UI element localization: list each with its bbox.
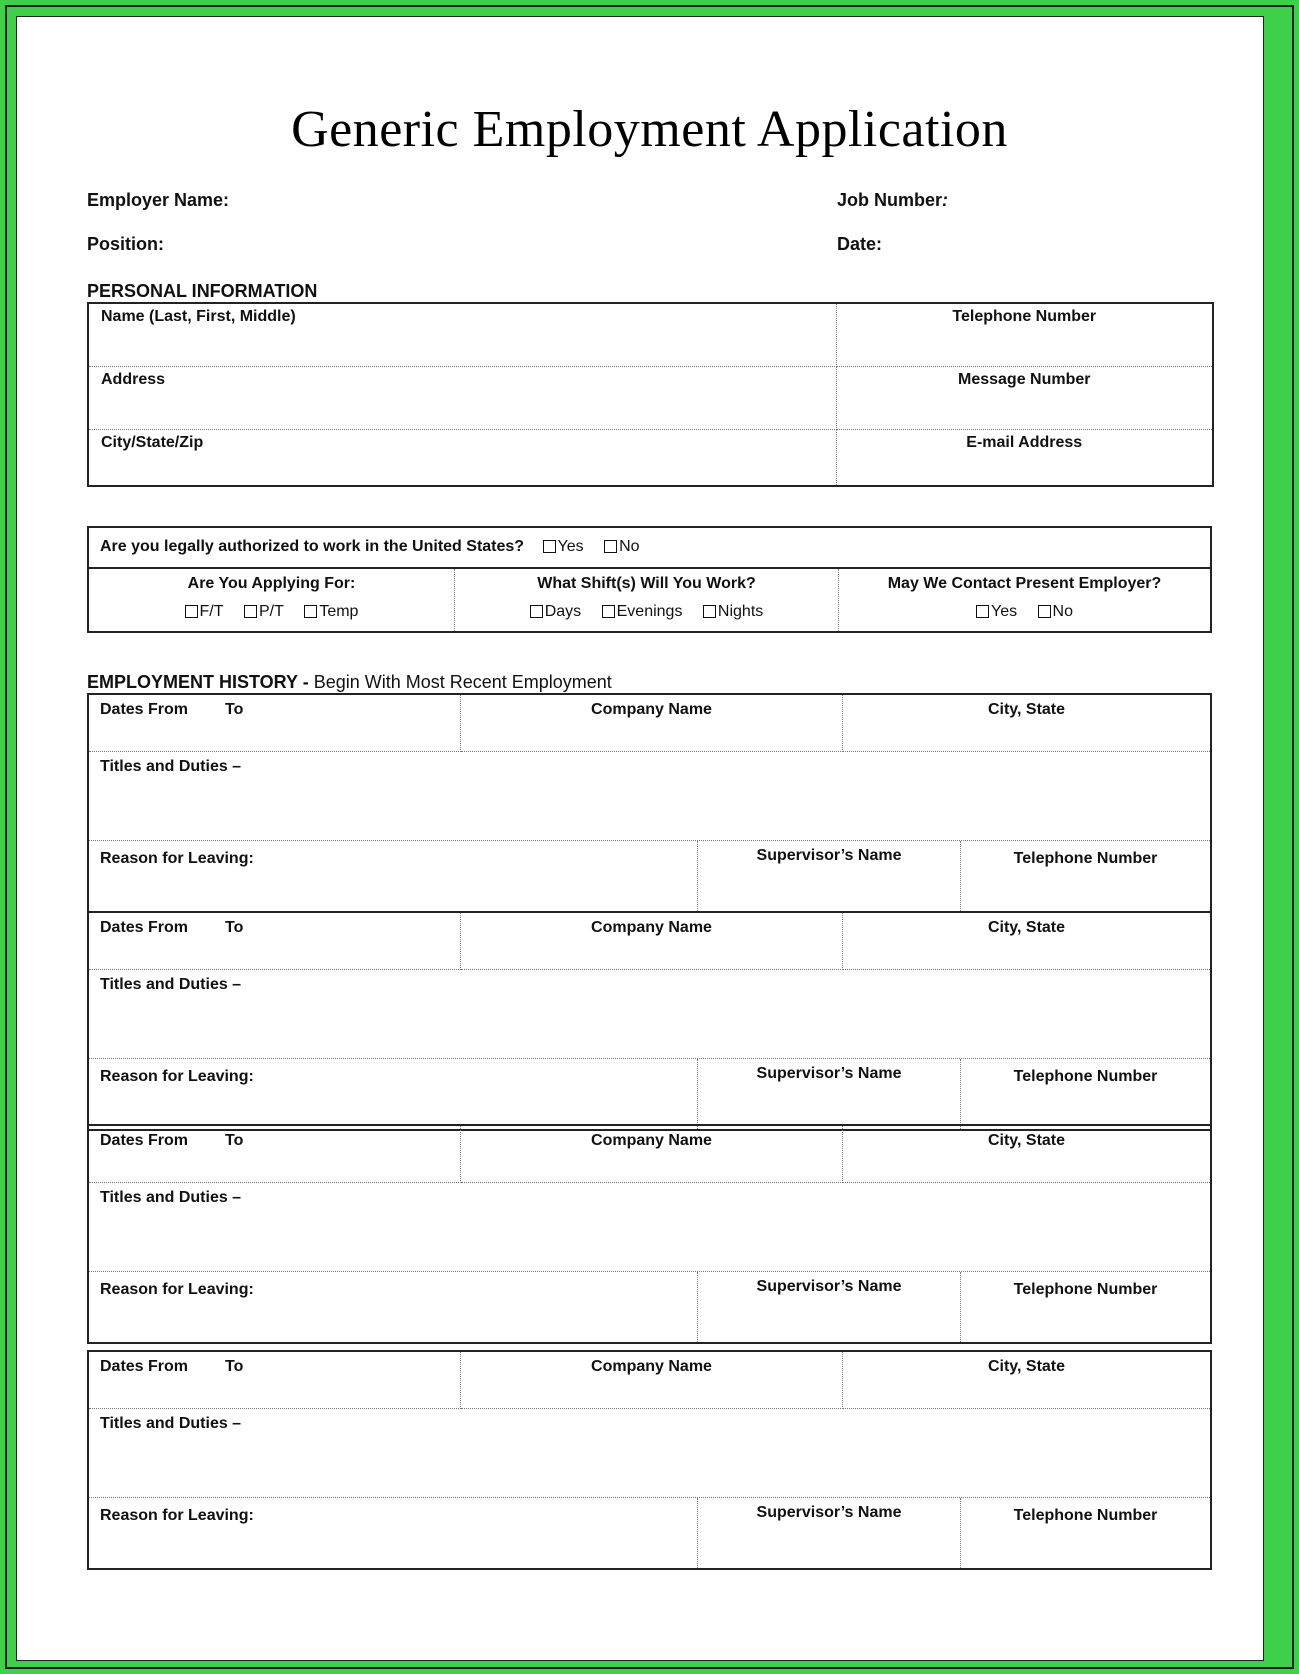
contact-employer-label: May We Contact Present Employer? xyxy=(887,575,1162,592)
supervisor-telephone-field[interactable]: Telephone Number xyxy=(1013,850,1158,867)
dates-field[interactable] xyxy=(89,1352,461,1409)
city-state-zip-field[interactable]: City/State/Zip xyxy=(88,429,836,486)
shifts-label: What Shift(s) Will You Work? xyxy=(537,575,756,592)
employment-entry xyxy=(87,1350,1212,1570)
checkbox-icon[interactable] xyxy=(304,605,317,618)
city-state-field[interactable]: City, State xyxy=(843,695,1210,752)
checkbox-icon[interactable] xyxy=(244,605,257,618)
supervisor-telephone-field[interactable]: Telephone Number xyxy=(1013,1281,1158,1298)
employer-name-label: Employer Name: xyxy=(87,190,230,210)
dates-to-label: To xyxy=(225,1358,244,1375)
auth-no-option[interactable]: No xyxy=(604,538,639,555)
dates-from-label: Dates From xyxy=(100,1132,189,1149)
dates-from-label: Dates From xyxy=(100,1358,189,1375)
dates-field[interactable] xyxy=(89,913,461,970)
telephone-field[interactable]: Telephone Number xyxy=(836,303,1213,366)
employment-history-title: EMPLOYMENT HISTORY - Begin With Most Recent Employment xyxy=(87,672,612,692)
shifts-cell xyxy=(455,569,839,631)
employment-entry xyxy=(87,911,1212,1131)
temp-option[interactable]: Temp xyxy=(304,603,358,620)
company-name-field[interactable]: Company Name xyxy=(461,1352,843,1409)
reason-leaving-field[interactable]: Reason for Leaving: xyxy=(89,1498,698,1568)
contact-yes-option[interactable]: Yes xyxy=(976,603,1017,620)
personal-info-table xyxy=(87,302,1214,487)
checkbox-icon[interactable] xyxy=(1038,605,1051,618)
dates-to-label: To xyxy=(225,919,244,936)
days-option[interactable]: Days xyxy=(530,603,581,620)
job-number-label: Job Number: xyxy=(837,190,949,210)
supervisor-telephone-field[interactable]: Telephone Number xyxy=(1013,1507,1158,1524)
supervisor-telephone-field[interactable]: Telephone Number xyxy=(1013,1068,1158,1085)
personal-info-title: PERSONAL INFORMATION xyxy=(87,281,318,301)
checkbox-icon[interactable] xyxy=(604,540,617,553)
checkbox-icon[interactable] xyxy=(976,605,989,618)
applying-for-cell xyxy=(89,569,455,631)
message-number-field[interactable]: Message Number xyxy=(836,366,1213,429)
employment-entry xyxy=(87,693,1212,913)
pt-option[interactable]: P/T xyxy=(244,603,284,620)
checkbox-icon[interactable] xyxy=(185,605,198,618)
date-label: Date: xyxy=(837,234,883,254)
authorization-box xyxy=(87,526,1212,633)
city-state-field[interactable]: City, State xyxy=(843,1352,1210,1409)
company-name-field[interactable]: Company Name xyxy=(461,913,843,970)
checkbox-icon[interactable] xyxy=(543,540,556,553)
contact-employer-cell xyxy=(839,569,1210,631)
authorization-question: Are you legally authorized to work in the United States? xyxy=(100,538,525,555)
applying-for-label: Are You Applying For: xyxy=(187,575,356,592)
dates-field[interactable] xyxy=(89,1126,461,1183)
reason-leaving-field[interactable]: Reason for Leaving: xyxy=(89,1059,698,1129)
checkbox-icon[interactable] xyxy=(602,605,615,618)
ft-option[interactable]: F/T xyxy=(185,603,224,620)
company-name-field[interactable]: Company Name xyxy=(461,1126,843,1183)
dates-from-label: Dates From xyxy=(100,919,189,936)
nights-option[interactable]: Nights xyxy=(703,603,763,620)
reason-leaving-field[interactable]: Reason for Leaving: xyxy=(89,841,698,911)
contact-no-option[interactable]: No xyxy=(1038,603,1073,620)
titles-duties-field[interactable]: Titles and Duties – xyxy=(100,1415,242,1432)
page-title: Generic Employment Application xyxy=(291,101,1008,158)
checkbox-icon[interactable] xyxy=(530,605,543,618)
dates-to-label: To xyxy=(225,701,244,718)
supervisor-name-field[interactable]: Supervisor’s Name xyxy=(698,841,961,911)
position-label: Position: xyxy=(87,234,164,254)
reason-leaving-field[interactable]: Reason for Leaving: xyxy=(89,1272,698,1342)
titles-duties-field[interactable]: Titles and Duties – xyxy=(100,1189,242,1206)
dates-field[interactable] xyxy=(89,695,461,752)
address-field[interactable]: Address xyxy=(88,366,836,429)
city-state-field[interactable]: City, State xyxy=(843,1126,1210,1183)
dates-to-label: To xyxy=(225,1132,244,1149)
email-field[interactable]: E-mail Address xyxy=(836,429,1213,486)
authorization-row xyxy=(89,528,1210,569)
dates-from-label: Dates From xyxy=(100,701,189,718)
city-state-field[interactable]: City, State xyxy=(843,913,1210,970)
name-field[interactable]: Name (Last, First, Middle) xyxy=(88,303,836,366)
checkbox-icon[interactable] xyxy=(703,605,716,618)
auth-yes-option[interactable]: Yes xyxy=(543,538,584,555)
supervisor-name-field[interactable]: Supervisor’s Name xyxy=(698,1498,961,1568)
supervisor-name-field[interactable]: Supervisor’s Name xyxy=(698,1272,961,1342)
titles-duties-field[interactable]: Titles and Duties – xyxy=(100,758,242,775)
supervisor-name-field[interactable]: Supervisor’s Name xyxy=(698,1059,961,1129)
employment-entry xyxy=(87,1124,1212,1344)
titles-duties-field[interactable]: Titles and Duties – xyxy=(100,976,242,993)
evenings-option[interactable]: Evenings xyxy=(602,603,683,620)
company-name-field[interactable]: Company Name xyxy=(461,695,843,752)
